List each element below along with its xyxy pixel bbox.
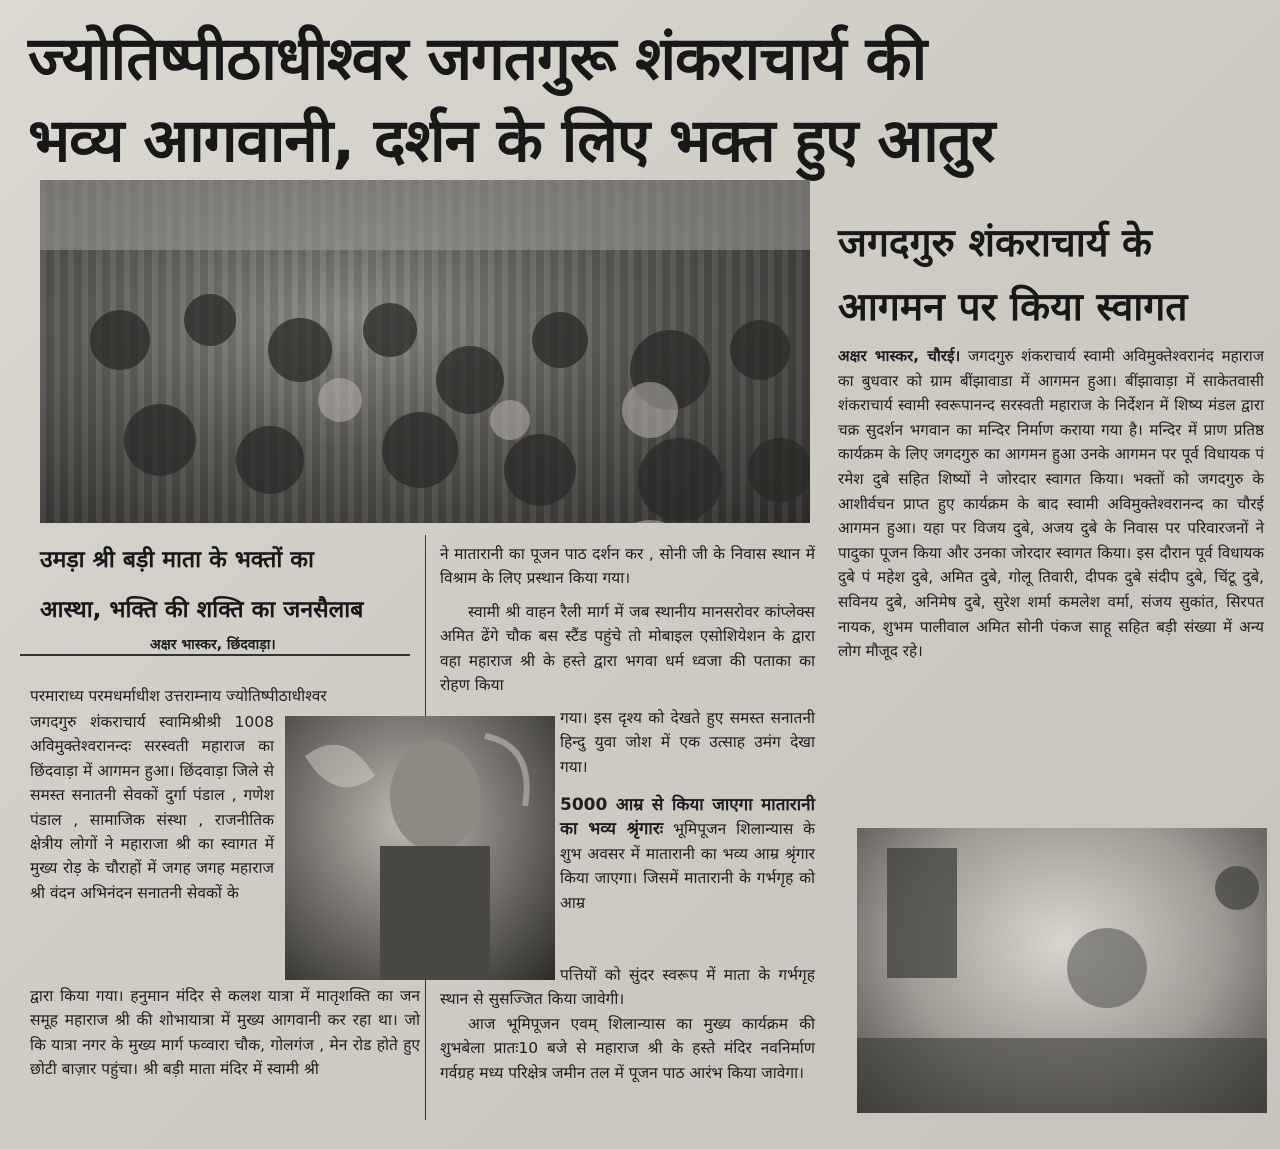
right-heading-line-1: जगदगुरु शंकराचार्य के [838, 221, 1153, 266]
left-col2-top: ने मातारानी का पूजन पाठ दर्शन कर , सोनी जी के निवास स्थान में विश्राम के लिए प्रस्थान किया गया। [440, 545, 815, 588]
headline-line-1: ज्योतिष्पीठाधीश्वर जगतगुरू शंकराचार्य की [28, 24, 927, 94]
left-col2-para2a: स्वामी श्री वाहन रैली मार्ग में जब स्थानीय मानसरोवर कांप्लेक्स अमित ढेंगे चौक बस स्टैंड पहुंचे तो मोबाइल एसोशियेशन के द्वारा वहा महाराज श्री के हस्ते द्वारा भगवा धर्म ध्वजा की पताका का रोहण किया [440, 603, 815, 695]
main-headline [28, 18, 1258, 182]
left-col1-bottom: द्वारा किया गया। हनुमान मंदिर से कलश यात्रा में मातृशक्ति का जन समूह महाराज श्री की शोभायात्रा में मुख्य आगवानी कर रहा था। जो कि यात्रा नगर के मुख्य मार्ग फव्वारा चौक, गोलगंज , मेन रोड होते हुए छोटी बाज़ार पहुंचा। श्री बड़ी माता मंदिर में स्वामी श्री [30, 987, 420, 1079]
headline-line-2: भव्य आगवानी, दर्शन के लिए भक्त हुए आतुर [28, 106, 995, 176]
left-story-subheading [40, 535, 420, 635]
ritual-photo [857, 828, 1267, 1113]
left-col1-wrap: जगदगुरु शंकराचार्य स्वामिश्रीश्री 1008 अविमुक्तेश्वरानन्दः सरस्वती महाराज का छिंदवाड़ा में आगमन हुआ। छिंदवाड़ा जिले से समस्त सनातनी सेवकों दुर्गा पंडाल , गणेश पंडाल , सामाजिक संस्था , राजनीतिक क्षेत्रीय लोगों ने महाराजा श्री का स्वागत में मुख्य रोड़ के चौराहों में जगह जगह महाराज श्री वंदन अभिनंदन सनातनी सेवकों के [30, 713, 274, 902]
left-subheading-line-2: आस्था, भक्ति की शक्ति का जनसैलाब [40, 597, 364, 623]
divider [20, 654, 410, 656]
right-byline: अक्षर भास्कर, चौरई। [838, 347, 961, 365]
left-byline: अक्षर भास्कर, छिंदवाड़ा। [150, 637, 276, 653]
right-body-text: जगदगुरु शंकराचार्य स्वामी अविमुक्तेश्वरानंद महाराज का बुधवार को ग्राम बींझावाडा में आगमन हुआ। बींझावाड़ा में साकेतवासी शंकराचार्य स्वामी स्वरूपानन्द सरस्वती महाराज के निर्देशन में शिष्य मंडल द्वारा चक्र सुदर्शन भगवान का मन्दिर निर्माण कराया गया है। मन्दिर में प्राण प्रतिष्ठ कार्यक्रम के लिए जगदगुरु का आगमन हुआ उनके आगमन पर पूर्व विधायक पं रमेश दुबे सहित शिष्यों ने जोरदार स्वागत किया। भक्तों को जगदगुरु के आशीर्वचन प्राप्त हुए कार्यक्रम के बाद स्वामी अविमुक्तेश्वरानन्द का चौरई आगमन हुआ। यहा पर विजय दुबे, अजय दुबे के निवास पर परिवारजनों ने पादुका पूजन किया और उनका जोरदार स्वागत किया। इस दौरान पूर्व विधायक दुबे पं महेश दुबे, अमित दुबे, गोलू तिवारी, दीपक दुबे संदीप दुबे, चिंटू दुबे, सविनय दुबे, अनिमेष दुबे, सुरेश शर्मा कमलेश वर्मा, संजय सुकांत, सिरपत नायक, शुभम पालीवाल अमित सोनी पंकज साहू सहित बड़ी संख्या में अन्य लोग मौजूद रहे। [838, 347, 1265, 661]
left-col2-subsection [560, 793, 815, 915]
subsection-heading: 5000 आम्र से किया जाएगा मातारानी का भव्य श्रृंगारः [560, 795, 815, 840]
right-story-body [838, 344, 1264, 664]
right-heading-line-2: आगमन पर किया स्वागत [838, 285, 1188, 330]
left-col2-bottom1: पत्तियों को सुंदर स्वरूप में माता के गर्भगृह स्थान से सुसज्जित किया जावेगी। [440, 966, 815, 1009]
left-subheading-line-1: उमड़ा श्री बड़ी माता के भक्तों का [40, 547, 314, 573]
right-story-heading [838, 212, 1258, 340]
left-col2-para2b: गया। इस दृश्य को देखते हुए समस्त सनातनी हिन्दु युवा जोश में एक उत्साह उमंग देखा गया। [560, 709, 815, 776]
left-col1-top: परमाराध्य परमधर्माधीश उत्तराम्नाय ज्योतिष्पीठाधीश्वर [30, 687, 327, 705]
shankaracharya-photo [285, 716, 555, 980]
subsection-body: भूमिपूजन शिलान्यास के शुभ अवसर में मातारानी का भव्य आम्र श्रृंगार किया जाएगा। जिसमें मातारानी के गर्भगृह को आम्र [560, 820, 815, 912]
left-col2-bottom2: आज भूमिपूजन एवम् शिलान्यास का मुख्य कार्यक्रम की शुभबेला प्रातः10 बजे से महाराज श्री के हस्ते मंदिर नवनिर्माण गर्वग्रह मध्य परिक्षेत्र जमीन तल में पूजन पाठ आरंभ किया जावेगा। [440, 1015, 815, 1082]
crowd-photo [40, 180, 810, 523]
